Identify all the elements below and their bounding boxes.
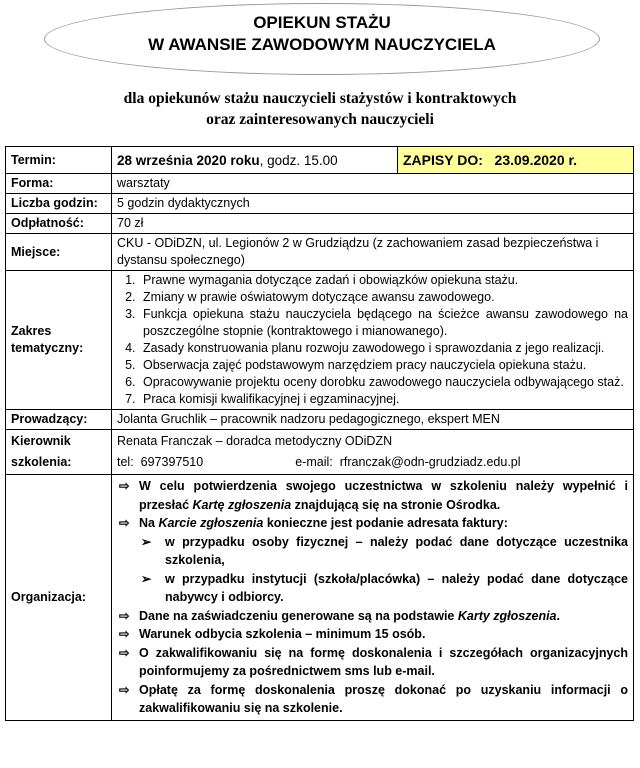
termin-label: Termin: (6, 147, 112, 174)
forma-label: Forma: (6, 174, 112, 194)
forma-value: warsztaty (112, 174, 634, 194)
termin-value: 28 września 2020 roku, godz. 15.00 (112, 147, 398, 174)
org-item: ⇨ O zakwalifikowaniu się na formę doskonalenia i szczegółach organizacyjnych poinformujemy za pośrednictwem sms lub e-mail. (119, 645, 628, 678)
arrowhead-icon: ➢ (141, 534, 152, 549)
odplatnosc-label: Odpłatność: (6, 214, 112, 234)
org-sublist (139, 533, 628, 607)
org-subitem: ➢ w przypadku osoby fizycznej – należy podać dane dotyczące uczestnika szkolenia, (141, 534, 628, 567)
zakres-item: 7. Praca komisji kwalifikacyjnej i egzaminacyjnej. (139, 391, 628, 408)
row-termin (6, 147, 634, 174)
row-kierownik (6, 430, 634, 475)
organizacja-list (117, 477, 628, 718)
arrow-right-icon: ⇨ (119, 645, 130, 660)
arrow-right-icon: ⇨ (119, 627, 130, 641)
arrow-right-icon: ⇨ (119, 608, 130, 623)
kierownik-value (112, 430, 634, 475)
phone-number: 697397510 (140, 455, 204, 469)
miejsce-label: Miejsce: (6, 234, 112, 271)
org-item: ⇨ Na Karcie zgłoszenia konieczne jest podanie adresata faktury: ➢ w przypadku osoby fizycznej – należy podać dane dotyczące uczestnika szkolenia, ➢ w przypadku instytucji (szkoła/placówka) – należy podać dane dotyczące nabywcy i odbiorcy. (117, 514, 628, 607)
zakres-item: 2. Zmiany w prawie oświatowym dotyczące awansu zawodowego. (139, 289, 628, 306)
organizacja-value (112, 475, 634, 721)
kierownik-name: Renata Franczak – doradca metodyczny ODiDZN (117, 434, 393, 448)
page-title: OPIEKUN STAŻU W AWANSIE ZAWODOWYM NAUCZYCIELA (148, 13, 496, 54)
row-forma (6, 174, 634, 194)
miejsce-value: CKU - ODiDZN, ul. Legionów 2 w Grudziądzu (z zachowaniem zasad bezpieczeństwa i dystansu społecznego) (112, 234, 634, 271)
zakres-item: 1. Prawne wymagania dotyczące zadań i obowiązków opiekuna stażu. (139, 272, 628, 289)
zakres-item: 6. Opracowywanie projektu oceny dorobku zawodowego nauczyciela odbywającego staż. (139, 374, 628, 391)
page-subtitle: dla opiekunów stażu nauczycieli stażystów i kontraktowych oraz zainteresowanych nauczycieli (123, 90, 517, 128)
arrow-right-icon: ⇨ (119, 682, 130, 697)
org-item: ⇨ Dane na zaświadczeniu generowane są na podstawie Karty zgłoszenia. (117, 607, 628, 626)
kierownik-label: Kierownik szkolenia: (6, 430, 112, 475)
row-organizacja (6, 475, 634, 721)
row-miejsce (6, 234, 634, 271)
org-subitem: ➢ w przypadku instytucji (szkoła/placówka) – należy podać dane dotyczące nabywcy i odbiorcy. (141, 571, 628, 604)
arrowhead-icon: ➢ (141, 571, 152, 586)
organizacja-label: Organizacja: (6, 475, 112, 721)
arrow-right-icon: ⇨ (119, 516, 130, 530)
org-item: ⇨ Warunek odbycia szkolenia – minimum 15 osób. (117, 625, 628, 644)
zakres-item: 5. Obserwacja zajęć podstawowym narzędziem pracy nauczyciela opiekuna stażu. (139, 357, 628, 374)
info-table (5, 146, 634, 721)
email-address[interactable]: rfranczak@odn-grudziadz.edu.pl (339, 455, 521, 469)
zakres-item: 4. Zasady konstruowania planu rozwoju zawodowego i sprawozdania z jego realizacji. (139, 340, 628, 357)
org-item: ⇨ W celu potwierdzenia swojego uczestnictwa w szkoleniu należy wypełnić i przesłać Kartę zgłoszenia znajdującą się na stronie Ośrodka. (119, 479, 628, 512)
prowadzacy-value: Jolanta Gruchlik – pracownik nadzoru pedagogicznego, ekspert MEN (112, 410, 634, 430)
row-odplatnosc (6, 214, 634, 234)
liczba-godzin-value: 5 godzin dydaktycznych (112, 194, 634, 214)
zakres-item: 3. Funkcja opiekuna stażu nauczyciela będącego na ścieżce awansu zawodowego na poszczególne stopnie (kontraktowego i mianowanego). (139, 306, 628, 340)
zapisy-deadline: ZAPISY DO: 23.09.2020 r. (398, 147, 634, 174)
liczba-godzin-label: Liczba godzin: (6, 194, 112, 214)
arrow-right-icon: ⇨ (119, 479, 130, 493)
zakres-value (112, 271, 634, 410)
kierownik-contact: tel: 697397510 e-mail: rfranczak@odn-grudziadz.edu.pl (117, 455, 521, 469)
prowadzacy-label: Prowadzący: (6, 410, 112, 430)
odplatnosc-value: 70 zł (112, 214, 634, 234)
org-item: ⇨ Opłatę za formę doskonalenia proszę dokonać po uzyskaniu informacji o zakwalifikowaniu się na szkolenie. (119, 682, 628, 715)
row-zakres (6, 271, 634, 410)
row-prowadzacy (6, 410, 634, 430)
zakres-list (117, 272, 628, 408)
zakres-label: Zakres tematyczny: (6, 271, 112, 410)
row-liczba-godzin (6, 194, 634, 214)
